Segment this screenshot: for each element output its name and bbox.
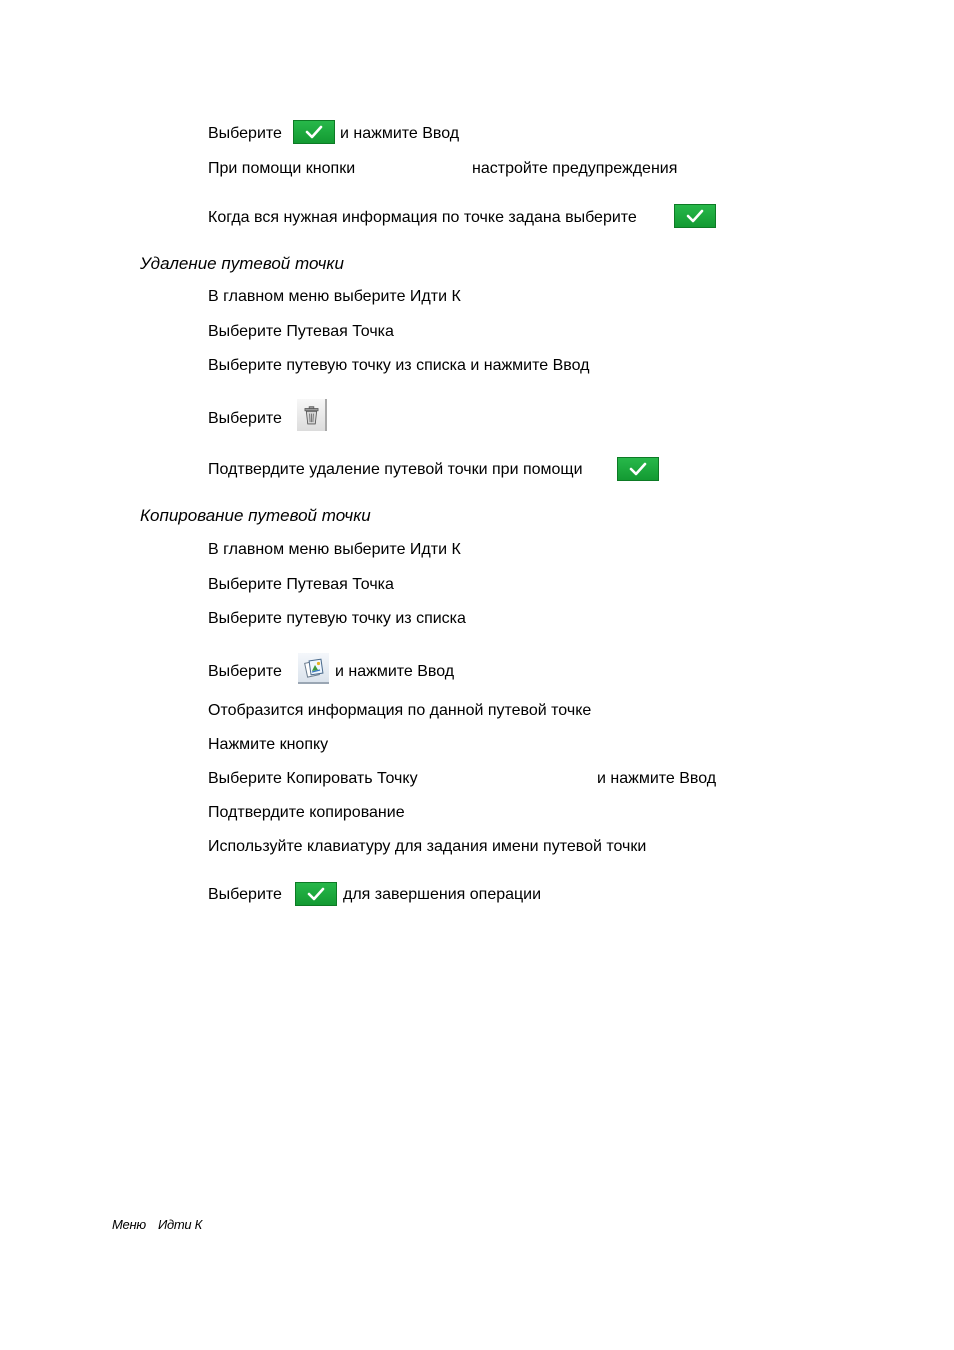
footer-menu-label: Меню <box>112 1217 146 1232</box>
alerts-step-label: При помощи кнопки <box>208 160 356 177</box>
delete-step-5: Подтвердите удаление путевой точки при помощи <box>208 461 583 478</box>
ok-button[interactable] <box>295 882 337 906</box>
copy-section-heading: Копирование путевой точки <box>140 506 371 525</box>
copy-step-1: В главном меню выберите Идти К <box>208 541 461 558</box>
trash-icon <box>304 406 319 425</box>
delete-button[interactable] <box>297 399 327 431</box>
delete-step-1: В главном меню выберите Идти К <box>208 288 461 305</box>
alerts-step-suffix: настройте предупреждения <box>472 160 678 177</box>
copy-step-2: Выберите Путевая Точка <box>208 576 394 593</box>
copy-step-4-label: Выберите <box>208 663 282 680</box>
copy-step-5: Отобразится информация по данной путевой точке <box>208 702 592 719</box>
copy-step-9: Используйте клавиатуру для задания имени путевой точки <box>208 838 647 855</box>
copy-step-7-suffix: и нажмите Ввод <box>597 770 717 787</box>
checkmark-icon <box>304 124 324 140</box>
copy-step-6: Нажмите кнопку <box>208 736 329 753</box>
copy-step-8: Подтвердите копирование <box>208 804 405 821</box>
checkmark-icon <box>685 208 705 224</box>
ok-button[interactable] <box>617 457 659 481</box>
delete-step-2: Выберите Путевая Точка <box>208 323 394 340</box>
copy-waypoint-icon <box>304 658 324 678</box>
ok-button[interactable] <box>674 204 716 228</box>
copy-step-7-label: Выберите Копировать Точку <box>208 770 418 787</box>
footer-section-label: Идти К <box>158 1217 203 1232</box>
copy-waypoint-button[interactable] <box>298 653 329 684</box>
copy-step-3: Выберите путевую точку из списка <box>208 610 466 627</box>
delete-step-4: Выберите <box>208 410 282 427</box>
step-select-suffix: и нажмите Ввод <box>340 125 460 142</box>
when-done-text: Когда вся нужная информация по точке задана выберите <box>208 209 637 226</box>
delete-section-heading: Удаление путевой точки <box>140 254 344 273</box>
copy-step-10-suffix: для завершения операции <box>343 886 542 903</box>
copy-step-10-label: Выберите <box>208 886 282 903</box>
copy-step-4-suffix: и нажмите Ввод <box>335 663 455 680</box>
checkmark-icon <box>628 461 648 477</box>
step-select-label: Выберите <box>208 125 282 142</box>
ok-button[interactable] <box>293 120 335 144</box>
delete-step-3: Выберите путевую точку из списка и нажмите Ввод <box>208 357 590 374</box>
checkmark-icon <box>306 886 326 902</box>
